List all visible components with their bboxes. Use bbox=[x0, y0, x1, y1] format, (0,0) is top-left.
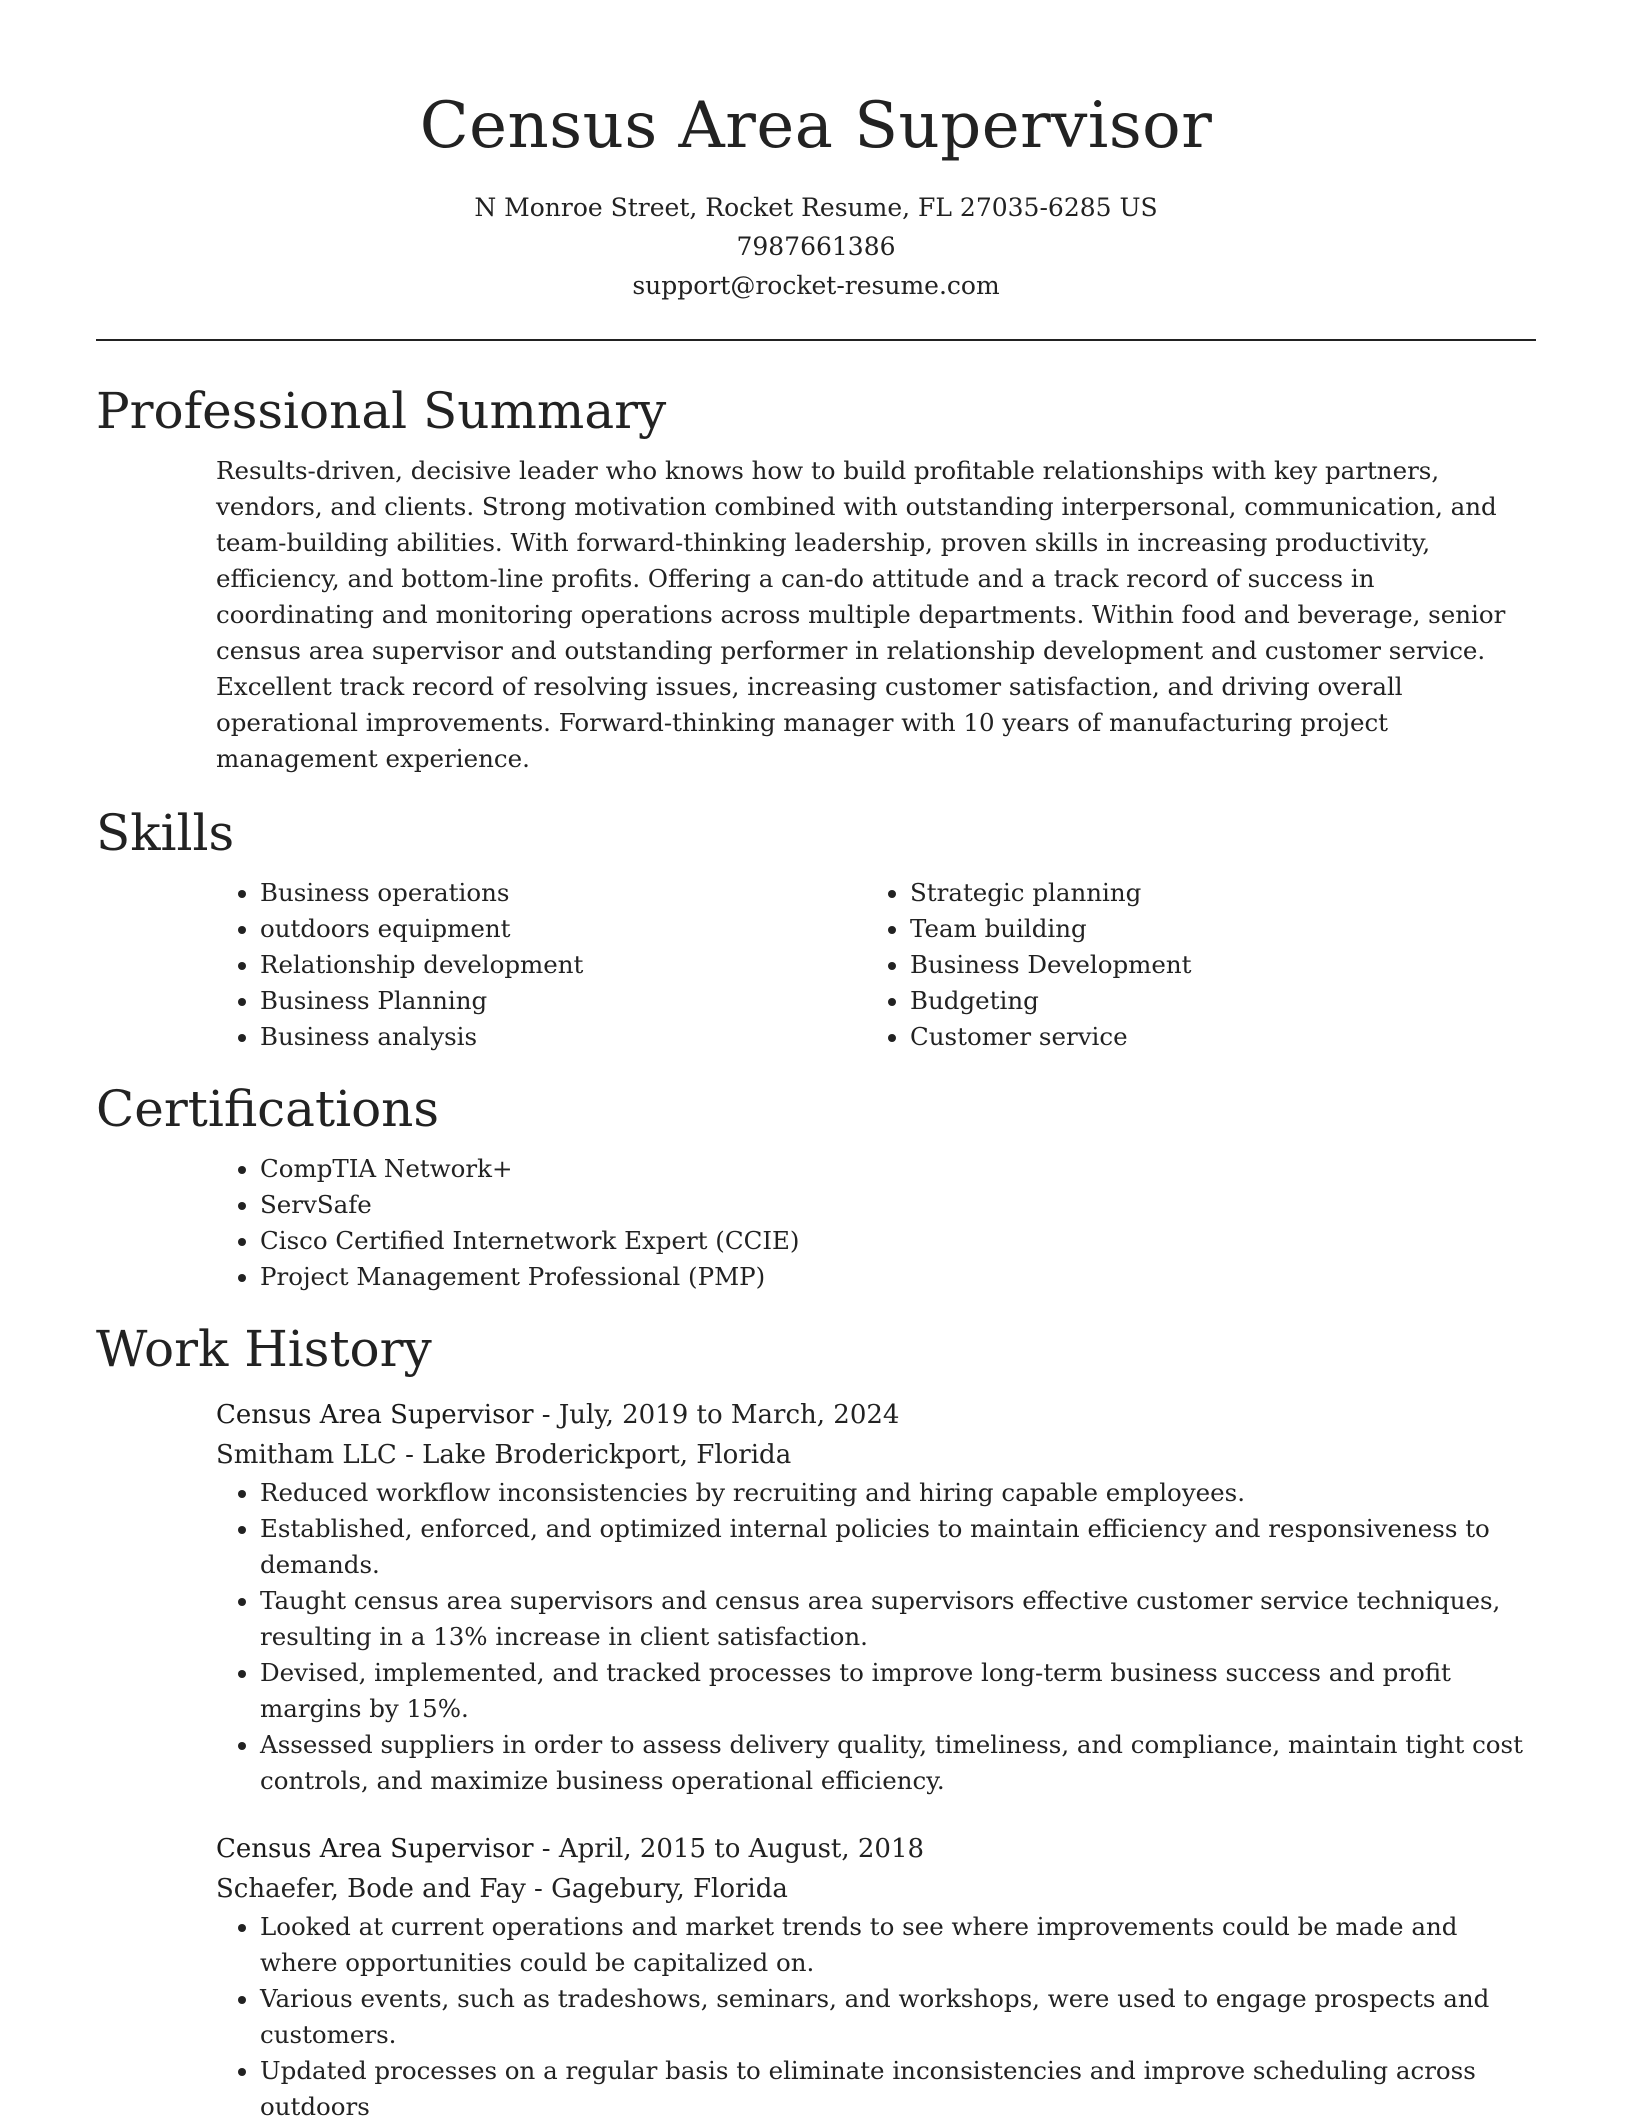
skills-section bbox=[96, 803, 1536, 1055]
job-company-line bbox=[216, 1435, 1536, 1475]
job-location: - Lake Broderickport, Florida bbox=[396, 1440, 792, 1470]
job-title: Census Area Supervisor bbox=[216, 1834, 534, 1864]
job-company: Smitham LLC bbox=[216, 1440, 397, 1470]
phone: 7987661386 bbox=[736, 232, 896, 261]
skills-list-right bbox=[866, 875, 1516, 1055]
job-duty-item: • Looked at current operations and market trends to see where improvements could be made and where opportunities could be capitalized on. bbox=[260, 1909, 1536, 1981]
skill-item: • Business Planning bbox=[260, 983, 866, 1019]
skills-column-right bbox=[866, 875, 1516, 1055]
skill-item: • outdoors equipment bbox=[260, 911, 866, 947]
contact-info bbox=[96, 188, 1536, 305]
skills-list-left bbox=[216, 875, 866, 1055]
skill-item: • Business analysis bbox=[260, 1019, 866, 1055]
certifications-section bbox=[96, 1079, 1536, 1295]
job-company-line bbox=[216, 1869, 1536, 1909]
job-duties-list bbox=[216, 1909, 1536, 2125]
job-duty-item: • Various events, such as tradeshows, seminars, and workshops, were used to engage prospects and customers. bbox=[260, 1981, 1536, 2053]
job-duty-item: • Assessed suppliers in order to assess delivery quality, timeliness, and compliance, maintain tight cost controls, and maximize business operational efficiency. bbox=[260, 1727, 1536, 1799]
certification-item: • ServSafe bbox=[260, 1187, 1536, 1223]
job-duty-item: • Established, enforced, and optimized internal policies to maintain efficiency and responsiveness to demands. bbox=[260, 1511, 1536, 1583]
skill-item: • Business Development bbox=[910, 947, 1516, 983]
job-location: - Gagebury, Florida bbox=[525, 1874, 788, 1904]
address: N Monroe Street, Rocket Resume, FL 27035-6285 US bbox=[474, 193, 1158, 222]
email: support@rocket-resume.com bbox=[632, 271, 1000, 300]
work-history-heading: Work History bbox=[96, 1320, 432, 1378]
job-company: Schaefer, Bode and Fay bbox=[216, 1874, 526, 1904]
certifications-list-wrap bbox=[216, 1151, 1536, 1295]
job-duty-item: • Updated processes on a regular basis to eliminate inconsistencies and improve scheduling across outdoors bbox=[260, 2053, 1536, 2125]
skill-item: • Customer service bbox=[910, 1019, 1516, 1055]
skill-item: • Business operations bbox=[260, 875, 866, 911]
header-divider bbox=[96, 339, 1536, 341]
certification-item: • CompTIA Network+ bbox=[260, 1151, 1536, 1187]
job-title-line bbox=[216, 1395, 1536, 1435]
job-title: Census Area Supervisor bbox=[216, 1400, 534, 1430]
job-entry bbox=[216, 1829, 1536, 2125]
skill-item: • Strategic planning bbox=[910, 875, 1516, 911]
work-history-section bbox=[96, 1319, 1536, 2125]
job-duty-item: • Devised, implemented, and tracked processes to improve long-term business success and profit margins by 15%. bbox=[260, 1655, 1536, 1727]
skills-grid bbox=[216, 875, 1536, 1055]
job-title-line bbox=[216, 1829, 1536, 1869]
skill-item: • Team building bbox=[910, 911, 1516, 947]
job-duty-item: • Reduced workflow inconsistencies by recruiting and hiring capable employees. bbox=[260, 1475, 1536, 1511]
certification-item: • Project Management Professional (PMP) bbox=[260, 1259, 1536, 1295]
skill-item: • Budgeting bbox=[910, 983, 1516, 1019]
skills-heading: Skills bbox=[96, 804, 235, 862]
candidate-name: Census Area Supervisor bbox=[419, 89, 1213, 163]
skill-item: • Relationship development bbox=[260, 947, 866, 983]
job-duties-list bbox=[216, 1475, 1536, 1799]
job-dates: - July, 2019 to March, 2024 bbox=[533, 1400, 900, 1430]
certifications-list bbox=[216, 1151, 1536, 1295]
certifications-heading: Certifications bbox=[96, 1080, 440, 1138]
summary-text: Results-driven, decisive leader who knows how to build profitable relationships with key partners, vendors, and clients. Strong motivation combined with outstanding interpersonal, communication, and team-building abilities. With forward-thinking leadership, proven skills in increasing productivity, efficiency, and bottom-line profits. Offering a can-do attitude and a track record of success in coordinating and monitoring operations across multiple departments. Within food and beverage, senior census area supervisor and outstanding performer in relationship development and customer service. Excellent track record of resolving issues, increasing customer satisfaction, and driving overall operational improvements. Forward-thinking manager with 10 years of manufacturing project management experience. bbox=[216, 456, 1506, 773]
skills-column-left bbox=[216, 875, 866, 1055]
resume-header bbox=[96, 0, 1536, 305]
job-duty-item: • Taught census area supervisors and census area supervisors effective customer service techniques, resulting in a 13% increase in client satisfaction. bbox=[260, 1583, 1536, 1655]
certification-item: • Cisco Certified Internetwork Expert (CCIE) bbox=[260, 1223, 1536, 1259]
summary-heading: Professional Summary bbox=[96, 382, 667, 440]
job-dates: - April, 2015 to August, 2018 bbox=[533, 1834, 925, 1864]
summary-section bbox=[96, 381, 1536, 777]
job-entry bbox=[216, 1395, 1536, 1799]
